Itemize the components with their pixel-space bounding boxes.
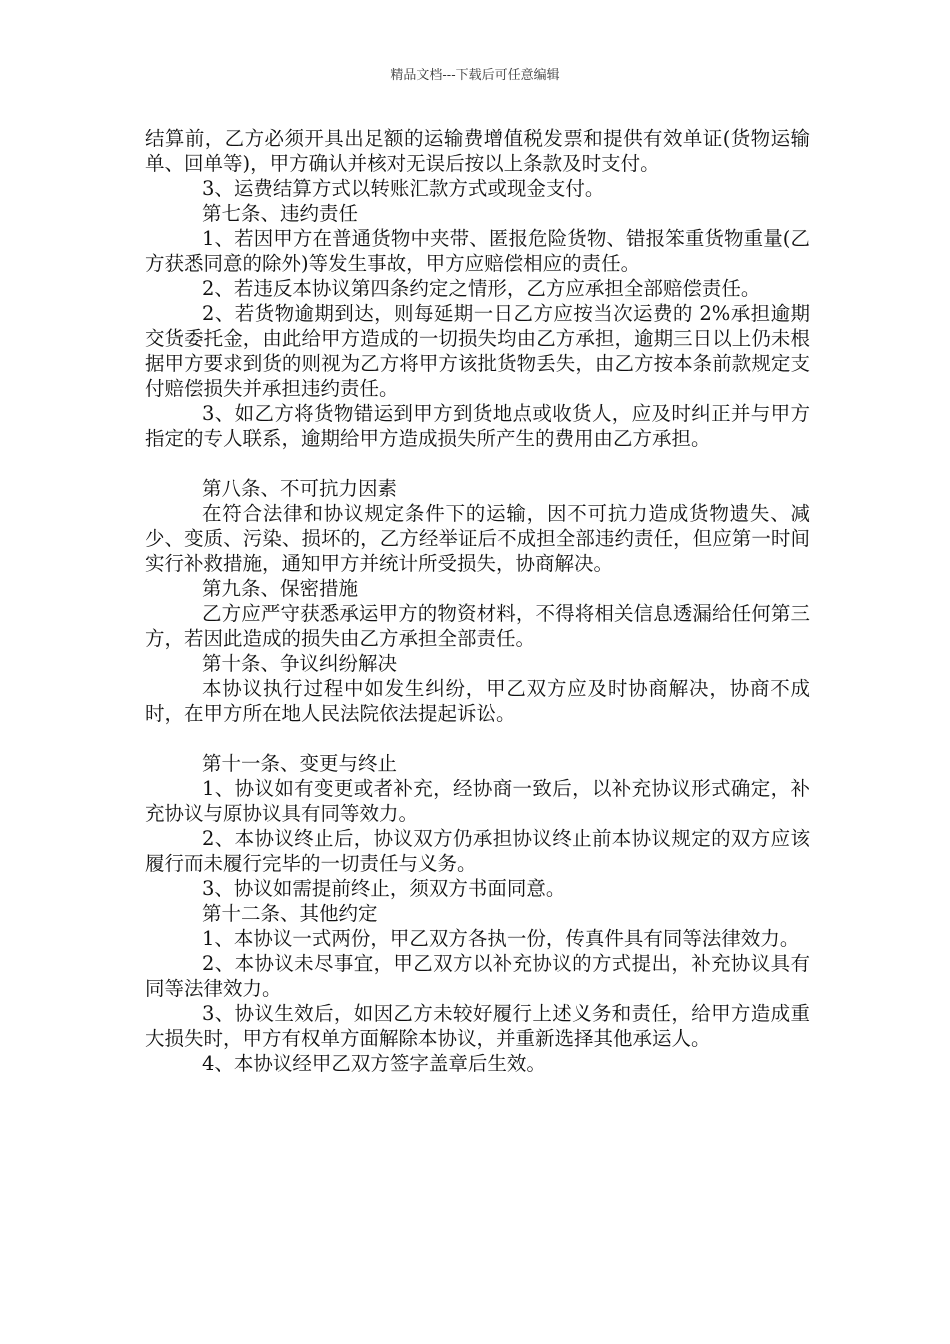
section-heading: 第八条、不可抗力因素	[202, 477, 398, 500]
paragraph: 结算前，乙方必须开具出足额的运输费增值税发票和提供有效单证(货物运输单、回单等)，甲方确认并核对无误后按以上条款及时支付。	[145, 127, 810, 175]
paragraph: 1、本协议一式两份，甲乙双方各执一份，传真件具有同等法律效力。	[202, 927, 800, 950]
section-heading: 第十二条、其他约定	[202, 902, 378, 925]
paragraph: 2、本协议未尽事宜，甲乙双方以补充协议的方式提出，补充协议具有同等法律效力。	[145, 952, 810, 1000]
document-body	[145, 126, 810, 1076]
paragraph: 2、若违反本协议第四条约定之情形，乙方应承担全部赔偿责任。	[202, 277, 761, 300]
blank-line	[145, 726, 810, 751]
paragraph: 在符合法律和协议规定条件下的运输，因不可抗力造成货物遗失、减少、变质、污染、损坏的，乙方经举证后不成担全部违约责任，但应第一时间实行补救措施，通知甲方并统计所受损失，协商解决。	[145, 502, 810, 575]
section-heading: 第十条、争议纠纷解决	[202, 652, 398, 675]
paragraph: 1、协议如有变更或者补充，经协商一致后，以补充协议形式确定，补充协议与原协议具有同等效力。	[145, 777, 810, 825]
paragraph: 2、若货物逾期到达，则每延期一日乙方应按当次运费的 2%承担逾期交货委托金，由此给甲方造成的一切损失均由乙方承担，逾期三日以上仍未根据甲方要求到货的则视为乙方将甲方该批货物丢失，由乙方按本条前款规定支付赔偿损失并承担违约责任。	[145, 302, 810, 400]
section-heading: 第十一条、变更与终止	[202, 752, 398, 775]
paragraph: 4、本协议经甲乙双方签字盖章后生效。	[202, 1052, 546, 1075]
paragraph: 3、运费结算方式以转账汇款方式或现金支付。	[202, 177, 605, 200]
page-header: 精品文档---下载后可任意编辑	[390, 68, 560, 83]
paragraph: 2、本协议终止后，协议双方仍承担协议终止前本协议规定的双方应该履行而未履行完毕的一切责任与义务。	[145, 827, 810, 875]
blank-line	[145, 451, 810, 476]
paragraph: 3、协议生效后，如因乙方未较好履行上述义务和责任，给甲方造成重大损失时，甲方有权单方面解除本协议，并重新选择其他承运人。	[145, 1002, 810, 1050]
paragraph: 3、协议如需提前终止，须双方书面同意。	[202, 877, 566, 900]
section-heading: 第七条、违约责任	[202, 202, 359, 225]
paragraph: 本协议执行过程中如发生纠纷，甲乙双方应及时协商解决，协商不成时，在甲方所在地人民法院依法提起诉讼。	[145, 677, 810, 725]
paragraph: 1、若因甲方在普通货物中夹带、匿报危险货物、错报笨重货物重量(乙方获悉同意的除外)等发生事故，甲方应赔偿相应的责任。	[145, 227, 810, 275]
paragraph: 乙方应严守获悉承运甲方的物资材料，不得将相关信息透漏给任何第三方，若因此造成的损失由乙方承担全部责任。	[145, 602, 810, 650]
section-heading: 第九条、保密措施	[202, 577, 359, 600]
paragraph: 3、如乙方将货物错运到甲方到货地点或收货人，应及时纠正并与甲方指定的专人联系，逾期给甲方造成损失所产生的费用由乙方承担。	[145, 402, 810, 450]
